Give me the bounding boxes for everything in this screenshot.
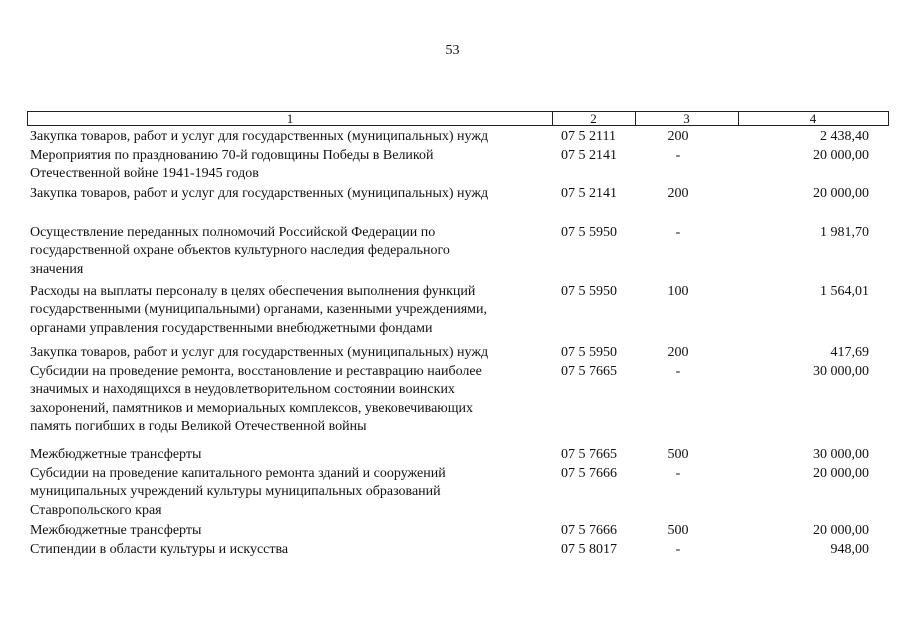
row-code: 07 5 7665	[561, 364, 617, 379]
row-expense-type: 500	[667, 523, 689, 538]
row-code: 07 5 5950	[561, 225, 617, 240]
row-expense-type: 200	[667, 345, 689, 360]
row-name	[30, 522, 540, 540]
row-code: 07 5 7665	[561, 447, 617, 462]
row-name-line: Закупка товаров, работ и услуг для государственных (муниципальных) нужд	[30, 186, 489, 201]
row-expense-type: 100	[667, 284, 689, 299]
row-name-line: Межбюджетные трансферты	[30, 447, 202, 462]
row-code: 07 5 5950	[561, 284, 617, 299]
row-amount: 20 000,00	[813, 148, 869, 163]
row-expense-type: -	[675, 364, 681, 379]
row-name	[30, 446, 540, 464]
row-name	[30, 128, 540, 146]
row-name-line: государственными (муниципальными) органами, казенными учреждениями,	[30, 302, 487, 318]
row-name-line: государственной охране объектов культурного наследия федерального	[30, 243, 450, 259]
header-col-1: 1	[28, 112, 553, 125]
row-name	[30, 344, 540, 362]
row-name	[30, 147, 540, 184]
row-amount: 1 981,70	[820, 225, 869, 240]
table-header	[27, 111, 889, 126]
row-name-line: память погибших в годы Великой Отечественной войны	[30, 419, 367, 435]
header-col-3: 3	[635, 112, 739, 125]
row-code: 07 5 8017	[561, 542, 617, 557]
row-name	[30, 224, 540, 279]
row-name-line: Стипендии в области культуры и искусства	[30, 542, 289, 557]
row-amount: 20 000,00	[813, 186, 869, 201]
row-code: 07 5 7666	[561, 466, 617, 481]
row-name-line: муниципальных учреждений культуры муниципальных образований	[30, 484, 441, 500]
row-name-line: Субсидии на проведение капитального ремонта зданий и сооружений	[30, 466, 446, 481]
row-name-line: Мероприятия по празднованию 70-й годовщины Победы в Великой	[30, 148, 434, 163]
row-name-line: значимых и находящихся в неудовлетворительном состоянии воинских	[30, 382, 455, 398]
row-name-line: Субсидии на проведение ремонта, восстановление и реставрацию наиболее	[30, 364, 482, 379]
row-amount: 30 000,00	[813, 364, 869, 379]
row-name-line: органами управления государственными внебюджетными фондами	[30, 320, 433, 336]
row-code: 07 5 5950	[561, 345, 617, 360]
row-code: 07 5 2111	[561, 129, 616, 144]
row-amount: 1 564,01	[820, 284, 869, 299]
row-amount: 20 000,00	[813, 466, 869, 481]
page-number: 53	[445, 43, 460, 58]
row-amount: 20 000,00	[813, 523, 869, 538]
row-name	[30, 465, 540, 520]
row-expense-type: -	[675, 466, 681, 481]
row-expense-type: -	[675, 225, 681, 240]
row-name-line: значения	[30, 261, 84, 277]
row-name	[30, 363, 540, 437]
row-name-line: Отечественной войне 1941-1945 годов	[30, 166, 259, 182]
row-amount: 948,00	[830, 542, 869, 557]
row-expense-type: -	[675, 542, 681, 557]
row-expense-type: -	[675, 148, 681, 163]
row-expense-type: 200	[667, 186, 689, 201]
row-name-line: Осуществление переданных полномочий Российской Федерации по	[30, 225, 436, 240]
header-col-4: 4	[809, 111, 817, 126]
row-code: 07 5 2141	[561, 148, 617, 163]
row-name-line: Расходы на выплаты персоналу в целях обеспечения выполнения функций	[30, 284, 476, 299]
row-name	[30, 283, 540, 338]
row-expense-type: 200	[667, 129, 689, 144]
row-name-line: Межбюджетные трансферты	[30, 523, 202, 538]
row-name-line: Ставропольского края	[30, 502, 162, 518]
row-amount: 2 438,40	[820, 129, 869, 144]
row-name-line: Закупка товаров, работ и услуг для государственных (муниципальных) нужд	[30, 129, 489, 144]
row-amount: 30 000,00	[813, 447, 869, 462]
row-name	[30, 185, 540, 203]
row-expense-type: 500	[667, 447, 689, 462]
row-code: 07 5 7666	[561, 523, 617, 538]
row-amount: 417,69	[830, 345, 869, 360]
row-name	[30, 541, 540, 559]
row-code: 07 5 2141	[561, 186, 617, 201]
row-name-line: Закупка товаров, работ и услуг для государственных (муниципальных) нужд	[30, 345, 489, 360]
row-name-line: захоронений, памятников и мемориальных комплексов, увековечивающих	[30, 400, 474, 416]
header-col-2: 2	[552, 112, 636, 125]
